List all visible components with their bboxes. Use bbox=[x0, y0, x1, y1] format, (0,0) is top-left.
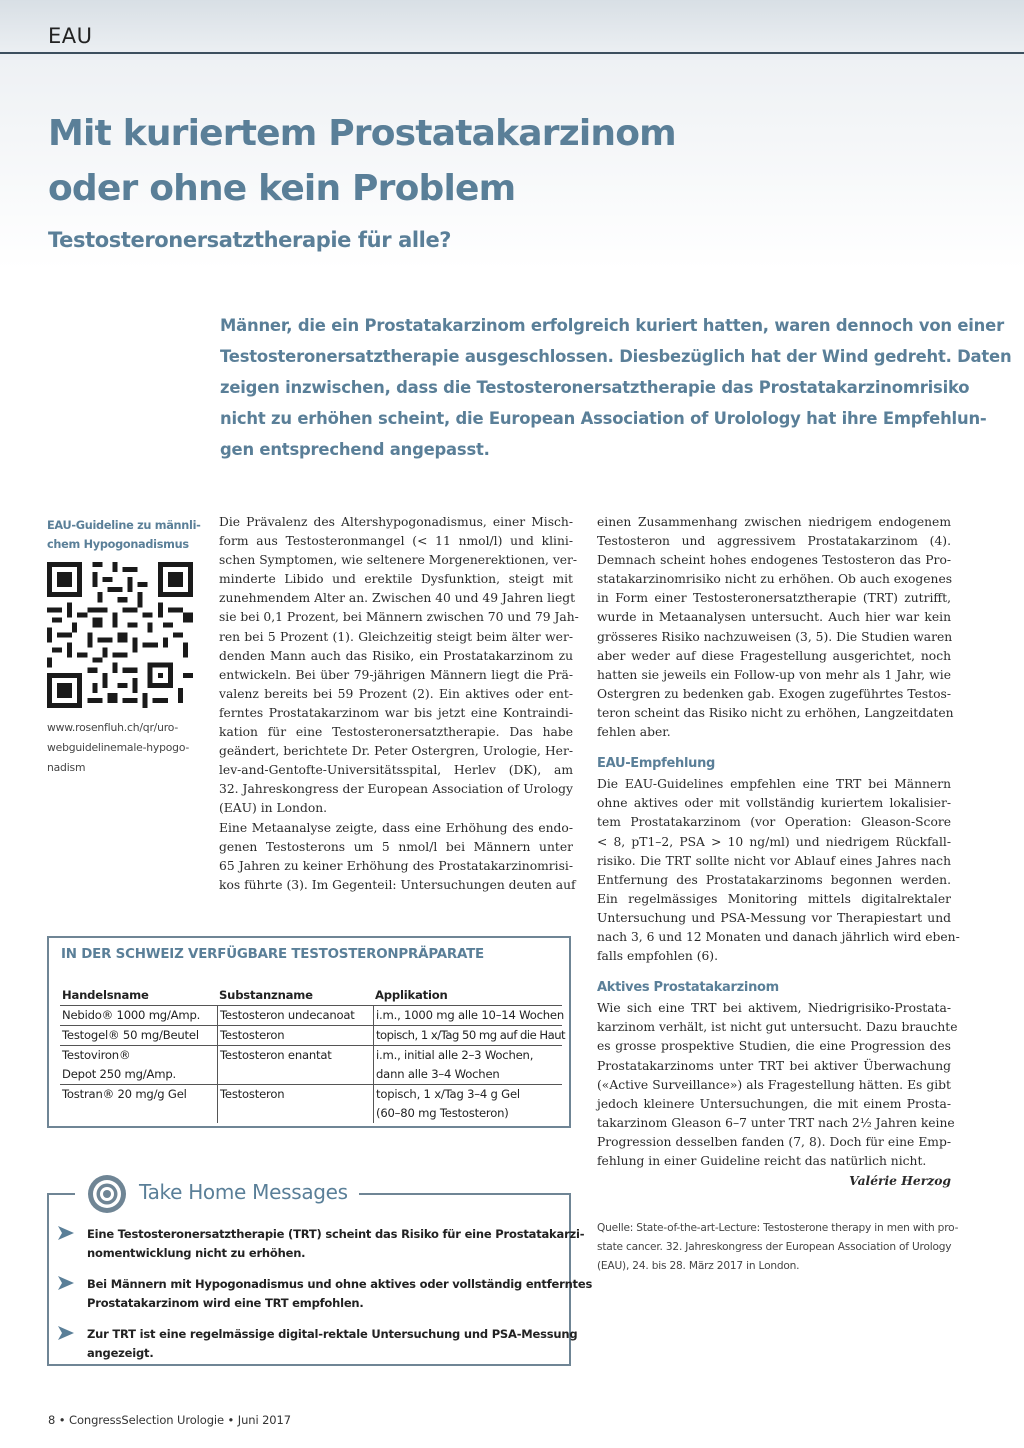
take-home-item bbox=[58, 1225, 585, 1263]
qr-code-icon[interactable] bbox=[47, 562, 193, 708]
text-line: Eine Metaanalyse zeigte, dass eine Erhöhung des endo- bbox=[219, 820, 573, 835]
table-cell: Testosteron enantat bbox=[217, 1046, 366, 1084]
body-column-middle bbox=[219, 513, 579, 895]
text-line: 32. Jahreskongress der European Association of Urology bbox=[219, 782, 573, 797]
take-home-item bbox=[58, 1325, 578, 1363]
table-cell: i.m., initial alle 2–3 Wochen, dann alle 3–4 Wochen bbox=[373, 1046, 563, 1084]
table-row bbox=[60, 1085, 562, 1123]
section-heading: EAU-Empfehlung bbox=[597, 756, 716, 772]
text-line: minderte Libido und erektile Dysfunktion, steigt mit bbox=[219, 572, 573, 587]
table-cell: Testosteron undecanoat bbox=[217, 1006, 366, 1025]
table-cell: Testosteron bbox=[217, 1085, 366, 1123]
text-line: einen Zusammenhang zwischen niedrigem endogenem bbox=[597, 515, 951, 529]
preparations-table-box bbox=[47, 936, 571, 1128]
take-home-list bbox=[58, 1225, 593, 1375]
section-heading: Aktives Prostatakarzinom bbox=[597, 980, 779, 996]
table-cell: topisch, 1 x/Tag 3–4 g Gel (60–80 mg Testosteron) bbox=[373, 1085, 563, 1123]
text-line: < 8, pT1–2, PSA > 10 ng/ml) und niedrigem Rückfall- bbox=[597, 834, 951, 849]
text-line: valenz bereits bei 59 Prozent (2). Ein aktives oder ent- bbox=[219, 686, 573, 701]
text-line: hatten sie jeweils ein Follow-up von mehr als 1 Jahr, wie bbox=[597, 667, 951, 682]
page-footer: 8 • CongressSelection Urologie • Juni 2017 bbox=[48, 1413, 291, 1427]
text-line: ohne aktives oder mit vollständig kuriertem lokalisier- bbox=[597, 796, 951, 811]
paragraph bbox=[597, 775, 960, 966]
text-line: nomentwicklung nicht zu erhöhen. bbox=[87, 1246, 306, 1260]
take-home-rule-left bbox=[47, 1193, 75, 1195]
table-header-cell: Handelsname bbox=[62, 988, 149, 1002]
text-line: («Active Surveillance») als Fragestellung hätten. Es gibt bbox=[597, 1077, 951, 1092]
text-line: Prostatakarzinoms unter TRT bei aktiver Überwachung bbox=[597, 1058, 951, 1073]
table-header-cell: Substanzname bbox=[219, 988, 313, 1002]
text-line: Progression desselben fanden (7, 8). Doch für eine Emp- bbox=[597, 1134, 951, 1149]
table-cell: topisch, 1 x/Tag 50 mg auf die Haut bbox=[373, 1026, 563, 1045]
source-line: Quelle: State-of-the-art-Lecture: Testosterone therapy in men with pro- bbox=[597, 1222, 959, 1234]
table-cell: Tostran® 20 mg/g Gel bbox=[62, 1087, 187, 1101]
text-line: ren bei 5 Prozent (1). Gleichzeitig steigt beim älter wer- bbox=[219, 629, 573, 644]
table-row bbox=[60, 1026, 566, 1046]
text-line: 65 Jahren zu keiner Erhöhung des Prostatakarzinomrisi- bbox=[219, 858, 573, 873]
lead-line: nicht zu erhöhen scheint, die European Association of Urolology hat ihre Empfehlun- bbox=[220, 409, 987, 428]
text-line: grösseres Risiko nachzuweisen (3, 5). Die Studien waren bbox=[597, 629, 953, 644]
text-line: in Form einer Testosteronersatztherapie (TRT) zutrifft, bbox=[597, 591, 951, 606]
text-line: Zur TRT ist eine regelmässige digital-rektale Untersuchung und PSA-Messung bbox=[87, 1327, 578, 1341]
lead-line: Männer, die ein Prostatakarzinom erfolgreich kuriert hatten, waren dennoch von einer bbox=[220, 316, 1004, 335]
table-header-cell: Applikation bbox=[375, 988, 448, 1002]
source-note bbox=[597, 1219, 959, 1276]
title-line: Mit kuriertem Prostatakarzinom bbox=[48, 113, 676, 154]
paragraph bbox=[219, 513, 579, 819]
table-title: IN DER SCHWEIZ VERFÜGBARE TESTOSTERONPRÄPARATE bbox=[61, 947, 484, 962]
section-label: EAU bbox=[48, 24, 93, 48]
text-line: tem Prostatakarzinom (vor Operation: Gleason-Score bbox=[597, 815, 951, 830]
table-cell: Testosteron bbox=[217, 1026, 366, 1045]
text-line: entwickeln. Bei über 79-jährigen Männern liegt die Prä- bbox=[219, 667, 573, 682]
table-cell: Testogel® 50 mg/Beutel bbox=[62, 1028, 199, 1042]
text-line: geändert, berichtete Dr. Peter Ostergren, Urologie, Her- bbox=[219, 744, 573, 759]
text-line: jedoch kleinere Untersuchungen, die mit einem Prosta- bbox=[597, 1096, 951, 1111]
paragraph bbox=[597, 513, 954, 742]
qr-caption-title bbox=[47, 516, 201, 554]
arrow-bullet-icon bbox=[58, 1276, 74, 1290]
text-line: Testosteron und aggressivem Prostatakarzinom (4). bbox=[597, 534, 951, 549]
text-line: falls empfohlen (6). bbox=[597, 949, 719, 964]
text-line: genen Testosterons um 5 nmol/l bei Männern unter bbox=[219, 839, 573, 854]
table-cell: i.m., 1000 mg alle 10–14 Wochen bbox=[373, 1006, 563, 1025]
text-line: kation für eine Testosteronersatztherapie. Das habe bbox=[219, 725, 573, 740]
text-line: sie bei 0,1 Prozent, bei Männern zwischen 70 und 79 Jah- bbox=[219, 610, 579, 625]
text-line: fehlung in einer Guideline reicht das natürlich nicht. bbox=[597, 1154, 927, 1168]
source-line: state cancer. 32. Jahreskongress der European Association of Urology bbox=[597, 1241, 952, 1253]
take-home-title: Take Home Messages bbox=[139, 1180, 348, 1204]
title-line: oder ohne kein Problem bbox=[48, 168, 516, 209]
text-line: Entfernung des Prostatakarzinoms begonnen werden. bbox=[597, 872, 951, 887]
table-header-row bbox=[60, 986, 562, 1006]
text-line: ferntes Prostatakarzinom war bis jetzt eine Kontraindi- bbox=[219, 705, 573, 720]
text-line: Bei Männern mit Hypogonadismus und ohne aktives oder vollständig entferntes bbox=[87, 1277, 593, 1291]
text-line: (EAU) in London. bbox=[219, 801, 328, 816]
lead-paragraph bbox=[220, 310, 1012, 465]
text-line: takarzinom Gleason 6–7 unter TRT nach 2½ Jahren keine bbox=[597, 1115, 955, 1130]
text-line: statakarzinomrisiko nicht zu erhöhen. Ob auch exogenes bbox=[597, 572, 953, 587]
text-line: kos führte (3). Im Gegenteil: Untersuchungen deuten auf bbox=[219, 877, 576, 892]
text-line: Wie sich eine TRT bei aktivem, Niedrigrisiko-Prostata- bbox=[597, 1001, 951, 1016]
lead-line: Testosteronersatztherapie ausgeschlossen. Diesbezüglich hat der Wind gedreht. Daten bbox=[220, 347, 1012, 366]
article-subtitle: Testosteronersatztherapie für alle? bbox=[48, 228, 452, 252]
text-line: Eine Testosteronersatztherapie (TRT) scheint das Risiko für eine Prostatakarzi- bbox=[87, 1227, 585, 1241]
text-line: Prostatakarzinom wird eine TRT empfohlen. bbox=[87, 1296, 364, 1310]
text-line: nach 3, 6 und 12 Monaten und danach jährlich wird eben- bbox=[597, 929, 960, 944]
qr-url[interactable] bbox=[47, 718, 189, 778]
text-line: zunehmendem Alter an. Zwischen 40 und 49 Jahren liegt bbox=[219, 591, 576, 606]
qr-url-line: www.rosenfluh.ch/qr/uro- bbox=[47, 721, 179, 734]
author-name: Valérie Herzog bbox=[849, 1173, 951, 1189]
qr-title-line: EAU-Guideline zu männli- bbox=[47, 519, 201, 532]
arrow-bullet-icon bbox=[58, 1226, 74, 1240]
header-rule bbox=[0, 52, 1024, 54]
take-home-rule-right bbox=[359, 1193, 571, 1195]
source-line: (EAU), 24. bis 28. März 2017 in London. bbox=[597, 1260, 800, 1272]
table-cell: Testoviron® Depot 250 mg/Amp. bbox=[62, 1048, 176, 1081]
text-line: teron scheint das Risiko nicht zu erhöhen, Langzeitdaten bbox=[597, 705, 954, 720]
table-row bbox=[60, 1006, 565, 1026]
text-line: risiko. Die TRT sollte nicht vor Ablauf eines Jahres nach bbox=[597, 853, 951, 868]
text-line: Ostergren zu bedenken gab. Exogen zugeführtes Testos- bbox=[597, 686, 951, 701]
paragraph bbox=[597, 999, 958, 1171]
table-row bbox=[60, 1046, 562, 1085]
qr-title-line: chem Hypogonadismus bbox=[47, 538, 189, 551]
text-line: fehlen aber. bbox=[597, 725, 671, 740]
paragraph bbox=[219, 819, 576, 895]
qr-url-line: webguidelinemale-hypogo- bbox=[47, 741, 190, 754]
text-line: Die Prävalenz des Altershypogonadismus, einer Misch- bbox=[219, 515, 573, 529]
text-line: Die EAU-Guidelines empfehlen eine TRT bei Männern bbox=[597, 777, 951, 792]
arrow-bullet-icon bbox=[58, 1326, 74, 1340]
text-line: es grosse prospektive Studien, die eine Progression des bbox=[597, 1039, 951, 1054]
text-line: lev-and-Gentofte-Universitätsspital, Herlev (DK), am bbox=[219, 763, 573, 778]
text-line: form aus Testosteronmangel (< 11 nmol/l) und klini- bbox=[219, 534, 573, 549]
text-line: schen Symptomen, wie seltenere Morgenerektionen, ver- bbox=[219, 553, 578, 568]
text-line: wurde in Metaanalysen untersucht. Auch hier war kein bbox=[597, 610, 951, 625]
target-icon bbox=[87, 1174, 127, 1214]
text-line: karzinom verhält, ist nicht gut untersucht. Dazu brauchte bbox=[597, 1020, 958, 1035]
text-line: denden Mann auch das Risiko, ein Prostatakarzinom zu bbox=[219, 648, 573, 663]
text-line: Demnach scheint hohes endogenes Testosteron das Pro- bbox=[597, 553, 951, 568]
text-line: Ein regelmässiges Monitoring mittels digitalrektaler bbox=[597, 891, 951, 906]
table-cell: Nebido® 1000 mg/Amp. bbox=[62, 1008, 201, 1022]
take-home-item bbox=[58, 1275, 593, 1313]
text-line: Untersuchung und PSA-Messung vor Therapiestart und bbox=[597, 910, 951, 925]
text-line: angezeigt. bbox=[87, 1346, 154, 1360]
body-column-right bbox=[597, 513, 960, 1190]
article-title bbox=[48, 106, 948, 216]
lead-line: gen entsprechend angepasst. bbox=[220, 440, 490, 459]
text-line: aber weder auf diese Fragestellung ausgerichtet, noch bbox=[597, 648, 951, 663]
qr-url-line: nadism bbox=[47, 761, 86, 774]
lead-line: zeigen inzwischen, dass die Testosteronersatztherapie das Prostatakarzinomrisiko bbox=[220, 378, 970, 397]
preparations-table bbox=[60, 986, 566, 1123]
